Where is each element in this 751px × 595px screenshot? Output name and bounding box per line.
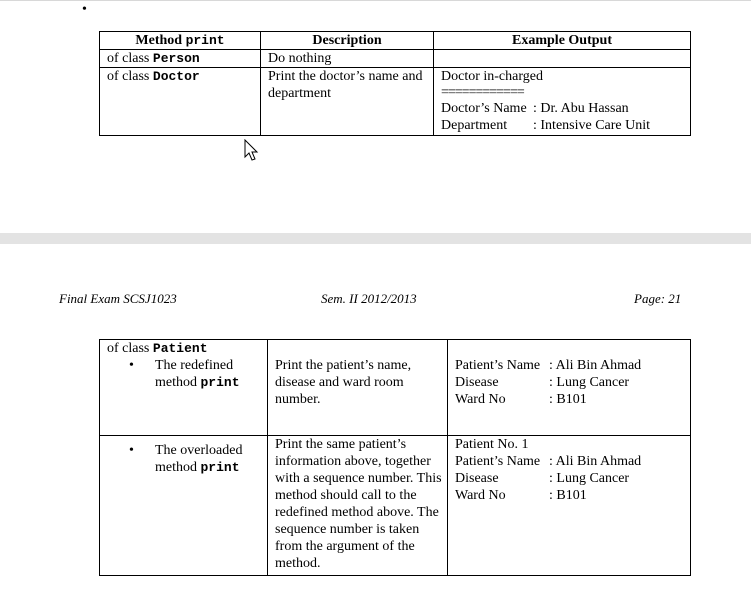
cell-example <box>448 436 691 576</box>
header-method: Method print <box>100 32 261 50</box>
example-kv-row: Disease : Lung Cancer <box>455 471 630 486</box>
table-row <box>100 340 691 436</box>
list-item: • The overloaded method print <box>129 443 243 475</box>
cell-description: Print the doctor’s name and department <box>261 68 434 136</box>
cell-example <box>434 68 691 136</box>
method-table-top <box>99 31 691 136</box>
example-kv-row: Disease : Lung Cancer <box>455 375 630 390</box>
example-kv-row: Doctor’s Name : Dr. Abu Hassan <box>441 101 629 116</box>
table-row <box>100 436 691 576</box>
header-example-output: Example Output <box>434 32 691 50</box>
example-kv-row: Ward No : B101 <box>455 488 587 503</box>
cell-description: Print the patient’s name, disease and ward room number. <box>268 340 448 436</box>
footer-center: Sem. II 2012/2013 <box>321 291 417 306</box>
example-line: Doctor in-charged <box>441 69 543 84</box>
cell-description: Print the same patient’s information above, together with a sequence number. This method should call to the redefined method above. The sequence number is taken from the argument of the method. <box>268 436 448 576</box>
method-table-patient <box>99 339 691 576</box>
cell-example <box>448 340 691 436</box>
example-kv-row: Department : Intensive Care Unit <box>441 118 651 133</box>
mouse-cursor-icon <box>244 139 260 163</box>
table-header-row <box>100 32 691 50</box>
example-separator: ============ <box>441 85 524 100</box>
table-row <box>100 68 691 136</box>
example-kv-row: Patient’s Name : Ali Bin Ahmad <box>455 358 642 373</box>
example-kv-row: Patient’s Name : Ali Bin Ahmad <box>455 454 642 469</box>
cell-class-doctor: of class Doctor <box>100 68 261 136</box>
top-border-line <box>0 0 751 1</box>
table-row <box>100 50 691 68</box>
header-description: Description <box>261 32 434 50</box>
list-bullet: • <box>82 2 87 17</box>
cell-description: Do nothing <box>261 50 434 68</box>
cell-method-overloaded <box>100 436 268 576</box>
list-item: • The redefined method print <box>129 358 240 390</box>
example-line: Patient No. 1 <box>455 437 529 452</box>
footer-page-number: Page: 21 <box>634 291 682 306</box>
example-kv-row: Ward No : B101 <box>455 392 587 407</box>
page-break <box>0 233 751 244</box>
footer-left: Final Exam SCSJ1023 <box>59 291 177 306</box>
cell-class-patient: of class Patient • The redefined method print <box>100 340 268 436</box>
cell-class-person: of class Person <box>100 50 261 68</box>
cell-example <box>434 50 691 68</box>
